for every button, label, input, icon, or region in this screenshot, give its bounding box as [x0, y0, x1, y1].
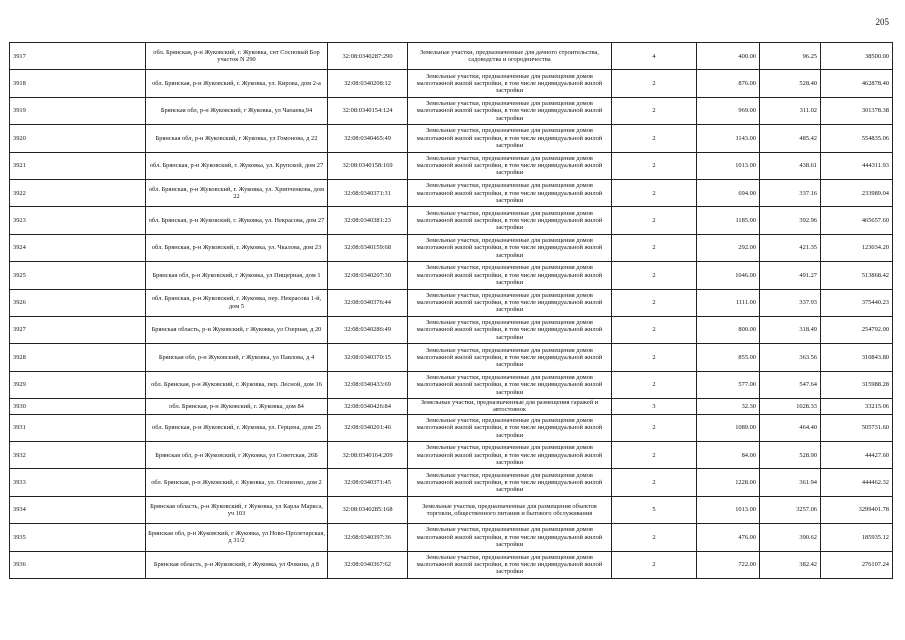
page-number: 205 [875, 17, 889, 27]
specific-value-cell: 485.42 [760, 125, 821, 152]
address-cell: Брянская обл, р-н Жуковский, г Жуковка, ул Чапаева,94 [146, 97, 328, 124]
cadastral-value-cell: 276107.24 [821, 551, 893, 578]
land-use-cell: Земельные участки, предназначенные для размещения домов малоэтажной жилой застройки, в том числе индивидуальной жилой застройки [408, 97, 612, 124]
row-number-cell: 3922 [10, 179, 146, 206]
area-cell: 969.00 [697, 97, 760, 124]
cadastral-number-cell: 32:08:0340371:45 [328, 469, 408, 496]
cadastral-value-cell: 554835.06 [821, 125, 893, 152]
land-use-cell: Земельные участки, предназначенные для размещения объектов торговли, общественного питания и бытового обслуживания [408, 496, 612, 523]
row-number-cell: 3920 [10, 125, 146, 152]
address-cell: Брянская область, р-н Жуковский, г Жуковка, ул Карла Маркса, уч 103 [146, 496, 328, 523]
specific-value-cell: 337.16 [760, 179, 821, 206]
row-number-cell: 3928 [10, 344, 146, 371]
cadastral-value-cell: 3299401.78 [821, 496, 893, 523]
address-cell: Брянская обл, р-н Жуковский, г Жуковка, ул Гомонова, д 22 [146, 125, 328, 152]
table-row [10, 496, 893, 523]
table-row [10, 551, 893, 578]
land-use-cell: Земельные участки, предназначенные для размещения домов малоэтажной жилой застройки, в том числе индивидуальной жилой застройки [408, 179, 612, 206]
land-use-cell: Земельные участки, предназначенные для размещения домов малоэтажной жилой застройки, в том числе индивидуальной жилой застройки [408, 125, 612, 152]
specific-value-cell: 421.35 [760, 234, 821, 261]
land-use-cell: Земельные участки, предназначенные для размещения домов малоэтажной жилой застройки, в том числе индивидуальной жилой застройки [408, 70, 612, 97]
group-cell: 4 [612, 43, 697, 70]
cadastral-value-cell: 123034.20 [821, 234, 893, 261]
group-cell: 2 [612, 70, 697, 97]
cadastral-number-cell: 32:08:0340370:15 [328, 344, 408, 371]
specific-value-cell: 1028.33 [760, 399, 821, 415]
table-row [10, 469, 893, 496]
area-cell: 32.30 [697, 399, 760, 415]
cadastral-value-cell: 513868.42 [821, 262, 893, 289]
group-cell: 3 [612, 399, 697, 415]
specific-value-cell: 528.90 [760, 442, 821, 469]
table-row [10, 97, 893, 124]
cadastral-value-cell: 33215.06 [821, 399, 893, 415]
specific-value-cell: 528.40 [760, 70, 821, 97]
cadastral-value-cell: 301378.38 [821, 97, 893, 124]
land-use-cell: Земельные участки, предназначенные для дачного строительства, садоводства и огородничества [408, 43, 612, 70]
table-row [10, 70, 893, 97]
cadastral-number-cell: 32:08:0340159:68 [328, 234, 408, 261]
area-cell: 855.00 [697, 344, 760, 371]
cadastral-value-cell: 185935.12 [821, 524, 893, 551]
group-cell: 2 [612, 152, 697, 179]
group-cell: 2 [612, 234, 697, 261]
cadastral-number-cell: 32:08:0340426:84 [328, 399, 408, 415]
address-cell: обл. Брянская, р-н Жуковский, г. Жуковка, ул. Герцена, дом 25 [146, 414, 328, 441]
group-cell: 2 [612, 179, 697, 206]
land-use-cell: Земельные участки, предназначенные для размещения домов малоэтажной жилой застройки, в том числе индивидуальной жилой застройки [408, 289, 612, 316]
table-row [10, 371, 893, 398]
area-cell: 1111.00 [697, 289, 760, 316]
cadastral-value-cell: 315988.28 [821, 371, 893, 398]
specific-value-cell: 96.25 [760, 43, 821, 70]
group-cell: 2 [612, 97, 697, 124]
row-number-cell: 3936 [10, 551, 146, 578]
table-row [10, 234, 893, 261]
row-number-cell: 3929 [10, 371, 146, 398]
table-row [10, 262, 893, 289]
specific-value-cell: 392.96 [760, 207, 821, 234]
address-cell: обл. Брянская, р-н Жуковский, г. Жуковка, пер. Некрасова 1-й, дом 5 [146, 289, 328, 316]
land-use-cell: Земельные участки, предназначенные для размещения домов малоэтажной жилой застройки, в том числе индивидуальной жилой застройки [408, 371, 612, 398]
address-cell: Брянская обл, р-н Жуковский, г Жуковка, ул Ново-Пролетарская, д 31/2 [146, 524, 328, 551]
group-cell: 2 [612, 442, 697, 469]
cadastral-number-cell: 32:08:0340371:31 [328, 179, 408, 206]
row-number-cell: 3926 [10, 289, 146, 316]
specific-value-cell: 363.56 [760, 344, 821, 371]
cadastral-number-cell: 32:08:0340207:30 [328, 262, 408, 289]
address-cell: обл. Брянская, р-н Жуковский, г. Жуковка, ул. Кирова, дом 2-а [146, 70, 328, 97]
specific-value-cell: 361.94 [760, 469, 821, 496]
area-cell: 694.00 [697, 179, 760, 206]
cadastral-value-cell: 310843.80 [821, 344, 893, 371]
area-cell: 1046.00 [697, 262, 760, 289]
address-cell: Брянская обл, р-н Жуковский, г Жуковка, ул Павлова, д 4 [146, 344, 328, 371]
land-use-cell: Земельные участки, предназначенные для размещения домов малоэтажной жилой застройки, в том числе индивидуальной жилой застройки [408, 344, 612, 371]
row-number-cell: 3925 [10, 262, 146, 289]
group-cell: 2 [612, 344, 697, 371]
address-cell: обл. Брянская, р-н Жуковский, г. Жуковка, ул. Хрипченкова, дом 22 [146, 179, 328, 206]
group-cell: 2 [612, 469, 697, 496]
area-cell: 1013.00 [697, 496, 760, 523]
group-cell: 5 [612, 496, 697, 523]
row-number-cell: 3924 [10, 234, 146, 261]
row-number-cell: 3927 [10, 316, 146, 343]
group-cell: 2 [612, 289, 697, 316]
area-cell: 577.00 [697, 371, 760, 398]
area-cell: 800.00 [697, 316, 760, 343]
table-row [10, 207, 893, 234]
cadastral-number-cell: 32:08:0340201:46 [328, 414, 408, 441]
cadastral-number-cell: 32:08:0340376:44 [328, 289, 408, 316]
cadastral-value-table [9, 42, 893, 579]
cadastral-value-cell: 505731.60 [821, 414, 893, 441]
table-row [10, 179, 893, 206]
cadastral-value-cell: 465657.60 [821, 207, 893, 234]
area-cell: 1185.00 [697, 207, 760, 234]
area-cell: 722.00 [697, 551, 760, 578]
row-number-cell: 3932 [10, 442, 146, 469]
cadastral-number-cell: 32:08:0340154:124 [328, 97, 408, 124]
land-use-cell: Земельные участки, предназначенные для размещения домов малоэтажной жилой застройки, в том числе индивидуальной жилой застройки [408, 414, 612, 441]
land-use-cell: Земельные участки, предназначенные для размещения гаражей и автостоянок [408, 399, 612, 415]
row-number-cell: 3933 [10, 469, 146, 496]
cadastral-value-cell: 44427.60 [821, 442, 893, 469]
group-cell: 2 [612, 207, 697, 234]
address-cell: обл. Брянская, р-н Жуковский, г. Жуковка, дом 84 [146, 399, 328, 415]
area-cell: 1143.00 [697, 125, 760, 152]
specific-value-cell: 337.93 [760, 289, 821, 316]
land-use-cell: Земельные участки, предназначенные для размещения домов малоэтажной жилой застройки, в том числе индивидуальной жилой застройки [408, 234, 612, 261]
table-row [10, 316, 893, 343]
specific-value-cell: 464.40 [760, 414, 821, 441]
specific-value-cell: 318.49 [760, 316, 821, 343]
table-row [10, 524, 893, 551]
address-cell: Брянская обл, р-н Жуковский, г Жуковка, ул Пищерная, дом 1 [146, 262, 328, 289]
specific-value-cell: 390.62 [760, 524, 821, 551]
address-cell: Брянская область, р-н Жуковский, г Жуковка, ул Озерная, д 20 [146, 316, 328, 343]
row-number-cell: 3919 [10, 97, 146, 124]
land-use-cell: Земельные участки, предназначенные для размещения домов малоэтажной жилой застройки, в том числе индивидуальной жилой застройки [408, 152, 612, 179]
cadastral-value-cell: 462878.40 [821, 70, 893, 97]
cadastral-number-cell: 32:08:0340164:209 [328, 442, 408, 469]
table-row [10, 344, 893, 371]
address-cell: обл. Брянская, р-н Жуковский, г. Жуковка, ул. Некрасова, дом 27 [146, 207, 328, 234]
table-row [10, 125, 893, 152]
land-use-cell: Земельные участки, предназначенные для размещения домов малоэтажной жилой застройки, в том числе индивидуальной жилой застройки [408, 316, 612, 343]
cadastral-value-cell: 375440.23 [821, 289, 893, 316]
cadastral-value-cell: 38500.00 [821, 43, 893, 70]
specific-value-cell: 3257.06 [760, 496, 821, 523]
area-cell: 1013.00 [697, 152, 760, 179]
area-cell: 1089.00 [697, 414, 760, 441]
row-number-cell: 3931 [10, 414, 146, 441]
specific-value-cell: 382.42 [760, 551, 821, 578]
row-number-cell: 3923 [10, 207, 146, 234]
table-row [10, 414, 893, 441]
group-cell: 2 [612, 316, 697, 343]
land-use-cell: Земельные участки, предназначенные для размещения домов малоэтажной жилой застройки, в том числе индивидуальной жилой застройки [408, 469, 612, 496]
address-cell: Брянская область, р-н Жуковский, г Жуковка, ул Фокина, д 8 [146, 551, 328, 578]
group-cell: 2 [612, 371, 697, 398]
specific-value-cell: 547.64 [760, 371, 821, 398]
group-cell: 2 [612, 524, 697, 551]
table-row [10, 442, 893, 469]
specific-value-cell: 438.61 [760, 152, 821, 179]
group-cell: 2 [612, 262, 697, 289]
row-number-cell: 3930 [10, 399, 146, 415]
specific-value-cell: 491.27 [760, 262, 821, 289]
area-cell: 476.00 [697, 524, 760, 551]
table-row [10, 152, 893, 179]
group-cell: 2 [612, 551, 697, 578]
land-use-cell: Земельные участки, предназначенные для размещения домов малоэтажной жилой застройки, в том числе индивидуальной жилой застройки [408, 442, 612, 469]
table-row [10, 399, 893, 415]
cadastral-number-cell: 32:08:0340381:23 [328, 207, 408, 234]
area-cell: 876.00 [697, 70, 760, 97]
area-cell: 292.00 [697, 234, 760, 261]
row-number-cell: 3918 [10, 70, 146, 97]
address-cell: обл. Брянская, р-н Жуковский, г. Жуковка, ул. Осипенко, дом 2 [146, 469, 328, 496]
cadastral-value-cell: 233989.04 [821, 179, 893, 206]
area-cell: 1228.00 [697, 469, 760, 496]
land-use-cell: Земельные участки, предназначенные для размещения домов малоэтажной жилой застройки, в том числе индивидуальной жилой застройки [408, 207, 612, 234]
table-row [10, 43, 893, 70]
cadastral-value-cell: 444311.93 [821, 152, 893, 179]
cadastral-number-cell: 32:08:0340285:168 [328, 496, 408, 523]
cadastral-number-cell: 32:08:0340158:169 [328, 152, 408, 179]
group-cell: 2 [612, 414, 697, 441]
address-cell: обл. Брянская, р-н Жуковский, г. Жуковка, ул. Чкалова, дом 23 [146, 234, 328, 261]
table-row [10, 289, 893, 316]
cadastral-number-cell: 32:08:0340208:12 [328, 70, 408, 97]
land-use-cell: Земельные участки, предназначенные для размещения домов малоэтажной жилой застройки, в том числе индивидуальной жилой застройки [408, 524, 612, 551]
row-number-cell: 3934 [10, 496, 146, 523]
cadastral-number-cell: 32:08:0340287:290 [328, 43, 408, 70]
land-use-cell: Земельные участки, предназначенные для размещения домов малоэтажной жилой застройки, в том числе индивидуальной жилой застройки [408, 551, 612, 578]
cadastral-number-cell: 32:08:0340397:36 [328, 524, 408, 551]
cadastral-number-cell: 32:08:0340465:49 [328, 125, 408, 152]
group-cell: 2 [612, 125, 697, 152]
area-cell: 400.00 [697, 43, 760, 70]
area-cell: 84.00 [697, 442, 760, 469]
row-number-cell: 3921 [10, 152, 146, 179]
cadastral-number-cell: 32:08:0340286:49 [328, 316, 408, 343]
row-number-cell: 3935 [10, 524, 146, 551]
address-cell: обл. Брянская, р-н Жуковский, г. Жуковка, ул. Крупской, дом 27 [146, 152, 328, 179]
address-cell: Брянская обл, р-н Жуковский, г Жуковка, ул Советская, 26Б [146, 442, 328, 469]
address-cell: обл. Брянская, р-н Жуковский, г. Жуковка, пер. Лесной, дом 16 [146, 371, 328, 398]
land-use-cell: Земельные участки, предназначенные для размещения домов малоэтажной жилой застройки, в том числе индивидуальной жилой застройки [408, 262, 612, 289]
cadastral-value-cell: 444462.32 [821, 469, 893, 496]
address-cell: обл. Брянская, р-н Жуковский, г. Жуковка, снт Сосновый Бор участок N 290 [146, 43, 328, 70]
row-number-cell: 3917 [10, 43, 146, 70]
specific-value-cell: 311.02 [760, 97, 821, 124]
cadastral-number-cell: 32:08:0340367:62 [328, 551, 408, 578]
cadastral-number-cell: 32:08:0340433:69 [328, 371, 408, 398]
cadastral-value-cell: 254792.00 [821, 316, 893, 343]
